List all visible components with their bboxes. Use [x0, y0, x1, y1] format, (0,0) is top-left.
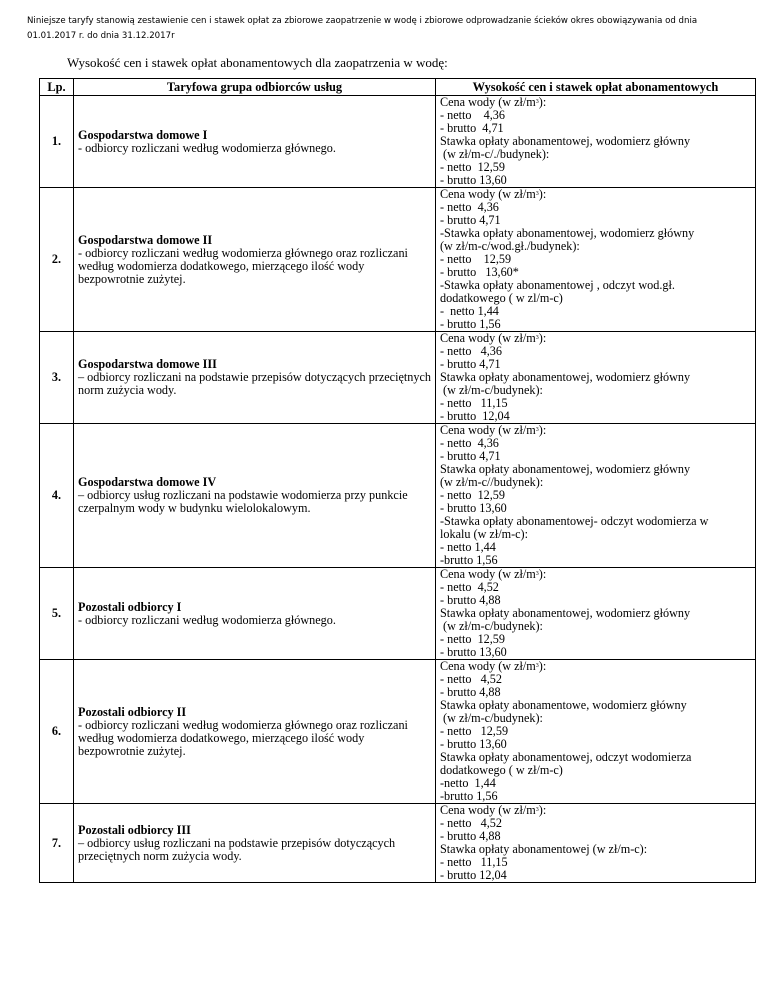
- rate-line: - brutto 13,60: [440, 645, 507, 659]
- rate-line: dodatkowego ( w zl/m-c): [440, 291, 563, 305]
- rates-cell: [436, 568, 756, 660]
- rate-line: (w zł/m-c/./budynek):: [440, 147, 550, 161]
- table-row: [40, 424, 756, 568]
- rate-line: - brutto 4,88: [440, 829, 501, 843]
- rate-line: - netto 11,15: [440, 396, 508, 410]
- table-header-row: [40, 79, 756, 96]
- rate-line: Stawka opłaty abonamentowej, wodomierz główny: [440, 462, 691, 476]
- header-note: Niniejsze taryfy stanowią zestawienie cen i stawek opłat za zbiorowe zaopatrzenie w wodę i zbiorowe odprowadzanie ścieków okres obowiązywania od dnia 01.01.2017 r. do dnia 31.12.2017r: [27, 16, 698, 41]
- rate-line: - netto 4,52: [440, 816, 502, 830]
- rate-line: Cena wody (w $zł/m^3$):: [440, 659, 547, 673]
- rate-line: - brutto 4,71: [440, 121, 504, 135]
- rate-line: Stawka opłaty abonamentowej, wodomierz główny: [440, 606, 691, 620]
- rate-line: (w zł/m-c/budynek):: [440, 711, 543, 725]
- rate-line: Stawka opłaty abonamentowej, wodomierz główny: [440, 370, 691, 384]
- rates-cell: [436, 660, 756, 804]
- row-number: 2.: [40, 188, 74, 332]
- rate-line: - netto 12,59: [440, 724, 509, 738]
- row-number: 4.: [40, 424, 74, 568]
- group-title: Pozostali odbiorcy III: [78, 822, 191, 837]
- group-cell: [74, 188, 436, 332]
- rate-line: -Stawka opłaty abonamentowej- odczyt wodomierza w: [440, 514, 709, 528]
- rate-line: Cena wody (w $zł/m^3$):: [440, 423, 547, 437]
- rate-line: - brutto 12,04: [440, 409, 510, 423]
- table-subtitle: Wysokość cen i stawek opłat abonamentowych dla zaopatrzenia w wodę:: [67, 55, 448, 70]
- col-header-rates: Wysokość cen i stawek opłat abonamentowych: [436, 79, 756, 96]
- table-row: [40, 188, 756, 332]
- rates-cell: [436, 96, 756, 188]
- tariff-table: [39, 78, 756, 883]
- group-description: - odbiorcy rozliczani według wodomierza głównego.: [78, 140, 336, 155]
- rate-line: (w zł/m-c/budynek):: [440, 383, 543, 397]
- group-title: Gospodarstwa domowe IV: [78, 475, 217, 489]
- group-description: - odbiorcy rozliczani według wodomierza głównego oraz rozliczani według wodomierza dodatkowego, mierzącego ilość wody bezpowrotnie zużytej.: [78, 245, 408, 286]
- row-number: 6.: [40, 660, 74, 804]
- rate-line: - brutto 4,71: [440, 449, 501, 463]
- table-row: [40, 96, 756, 188]
- rate-line: Cena wody (w $zł/m^3$):: [440, 331, 547, 345]
- group-cell: [74, 568, 436, 660]
- rate-line: Stawka opłaty abonamentowej, wodomierz główny: [440, 134, 691, 148]
- rate-line: - brutto 13,60: [440, 737, 507, 751]
- rate-line: - netto 4,52: [440, 672, 502, 686]
- rate-line: - netto 11,15: [440, 855, 508, 869]
- rate-line: -netto 1,44: [440, 776, 496, 790]
- group-description: – odbiorcy usług rozliczani na podstawie przepisów dotyczących przeciętnych norm zużycia wody.: [78, 835, 396, 863]
- table-row: [40, 660, 756, 804]
- rate-line: -brutto 1,56: [440, 553, 498, 567]
- rates-cell: [436, 424, 756, 568]
- rate-line: - brutto 13,60*: [440, 265, 519, 279]
- rate-line: - netto 4,52: [440, 580, 499, 594]
- rate-line: Stawka opłaty abonamentowej, odczyt wodomierza: [440, 750, 692, 764]
- rate-line: - netto 12,59: [440, 160, 505, 174]
- rate-line: Cena wody (w $zł/m^3$):: [440, 187, 547, 201]
- rate-line: (w zł/m-c/wod.gł./budynek):: [440, 239, 580, 253]
- rates-cell: [436, 804, 756, 883]
- group-title: Pozostali odbiorcy II: [78, 704, 187, 719]
- rate-line: - brutto 13,60: [440, 173, 507, 187]
- rate-line: - netto 1,44: [440, 540, 496, 554]
- rate-line: -Stawka opłaty abonamentowej , odczyt wod.gł.: [440, 278, 675, 292]
- group-title: Pozostali odbiorcy I: [78, 599, 182, 614]
- rate-line: (w zł/m-c/budynek):: [440, 619, 543, 633]
- rates-cell: [436, 332, 756, 424]
- group-title: Gospodarstwa domowe III: [78, 357, 217, 371]
- group-title: Gospodarstwa domowe II: [78, 232, 213, 247]
- rate-line: - brutto 4,71: [440, 213, 501, 227]
- rate-line: lokalu (w zł/m-c):: [440, 527, 528, 541]
- rates-cell: [436, 188, 756, 332]
- row-number: 7.: [40, 804, 74, 883]
- group-description: - odbiorcy rozliczani według wodomierza głównego oraz rozliczani według wodomierza dodatkowego, mierzącego ilość wody bezpowrotnie zużytej.: [78, 717, 408, 758]
- rate-line: -Stawka opłaty abonamentowej, wodomierz główny: [440, 226, 695, 240]
- rate-line: - brutto 4,88: [440, 593, 501, 607]
- group-description: – odbiorcy usług rozliczani na podstawie wodomierza przy punkcie czerpalnym wody w budynku wielolokalowym.: [78, 488, 408, 515]
- group-description: - odbiorcy rozliczani według wodomierza głównego.: [78, 612, 336, 627]
- group-cell: [74, 660, 436, 804]
- group-cell: [74, 424, 436, 568]
- rate-line: - netto 1,44: [440, 304, 499, 318]
- row-number: 5.: [40, 568, 74, 660]
- group-description: – odbiorcy rozliczani na podstawie przepisów dotyczących przeciętnych norm zużycia wody.: [78, 370, 431, 397]
- rate-line: Stawka opłaty abonamentowej (w zł/m-c):: [440, 842, 648, 856]
- rate-line: - netto 4,36: [440, 344, 502, 358]
- rate-line: Stawka opłaty abonamentowe, wodomierz główny: [440, 698, 687, 712]
- group-cell: [74, 332, 436, 424]
- rate-line: - brutto 4,88: [440, 685, 501, 699]
- group-title: Gospodarstwa domowe I: [78, 127, 208, 142]
- rate-line: - brutto 4,71: [440, 357, 501, 371]
- rate-line: Cena wody (w $zł/m^3$):: [440, 803, 547, 817]
- row-number: 3.: [40, 332, 74, 424]
- rate-line: - brutto 12,04: [440, 868, 507, 882]
- rate-line: - brutto 13,60: [440, 501, 507, 515]
- rate-line: dodatkowego ( w zł/m-c): [440, 763, 563, 777]
- rate-line: - netto 12,59: [440, 632, 505, 646]
- rate-line: - netto 12,59: [440, 488, 505, 502]
- rate-line: - netto 4,36: [440, 200, 499, 214]
- rate-line: - netto 12,59: [440, 252, 512, 266]
- group-cell: [74, 96, 436, 188]
- rate-line: -brutto 1,56: [440, 789, 498, 803]
- col-header-group: Taryfowa grupa odbiorców usług: [74, 79, 436, 96]
- rate-line: Cena wody (w $zł/m^3$):: [440, 567, 547, 581]
- table-row: [40, 332, 756, 424]
- col-header-lp: Lp.: [40, 79, 74, 96]
- rate-line: - brutto 1,56: [440, 317, 501, 331]
- rate-line: (w zł/m-c//budynek):: [440, 475, 544, 489]
- rate-line: Cena wody (w $zł/m^3$):: [440, 95, 547, 109]
- row-number: 1.: [40, 96, 74, 188]
- rate-line: - netto 4,36: [440, 436, 499, 450]
- table-row: [40, 568, 756, 660]
- group-cell: [74, 804, 436, 883]
- table-row: [40, 804, 756, 883]
- rate-line: - netto 4,36: [440, 108, 505, 122]
